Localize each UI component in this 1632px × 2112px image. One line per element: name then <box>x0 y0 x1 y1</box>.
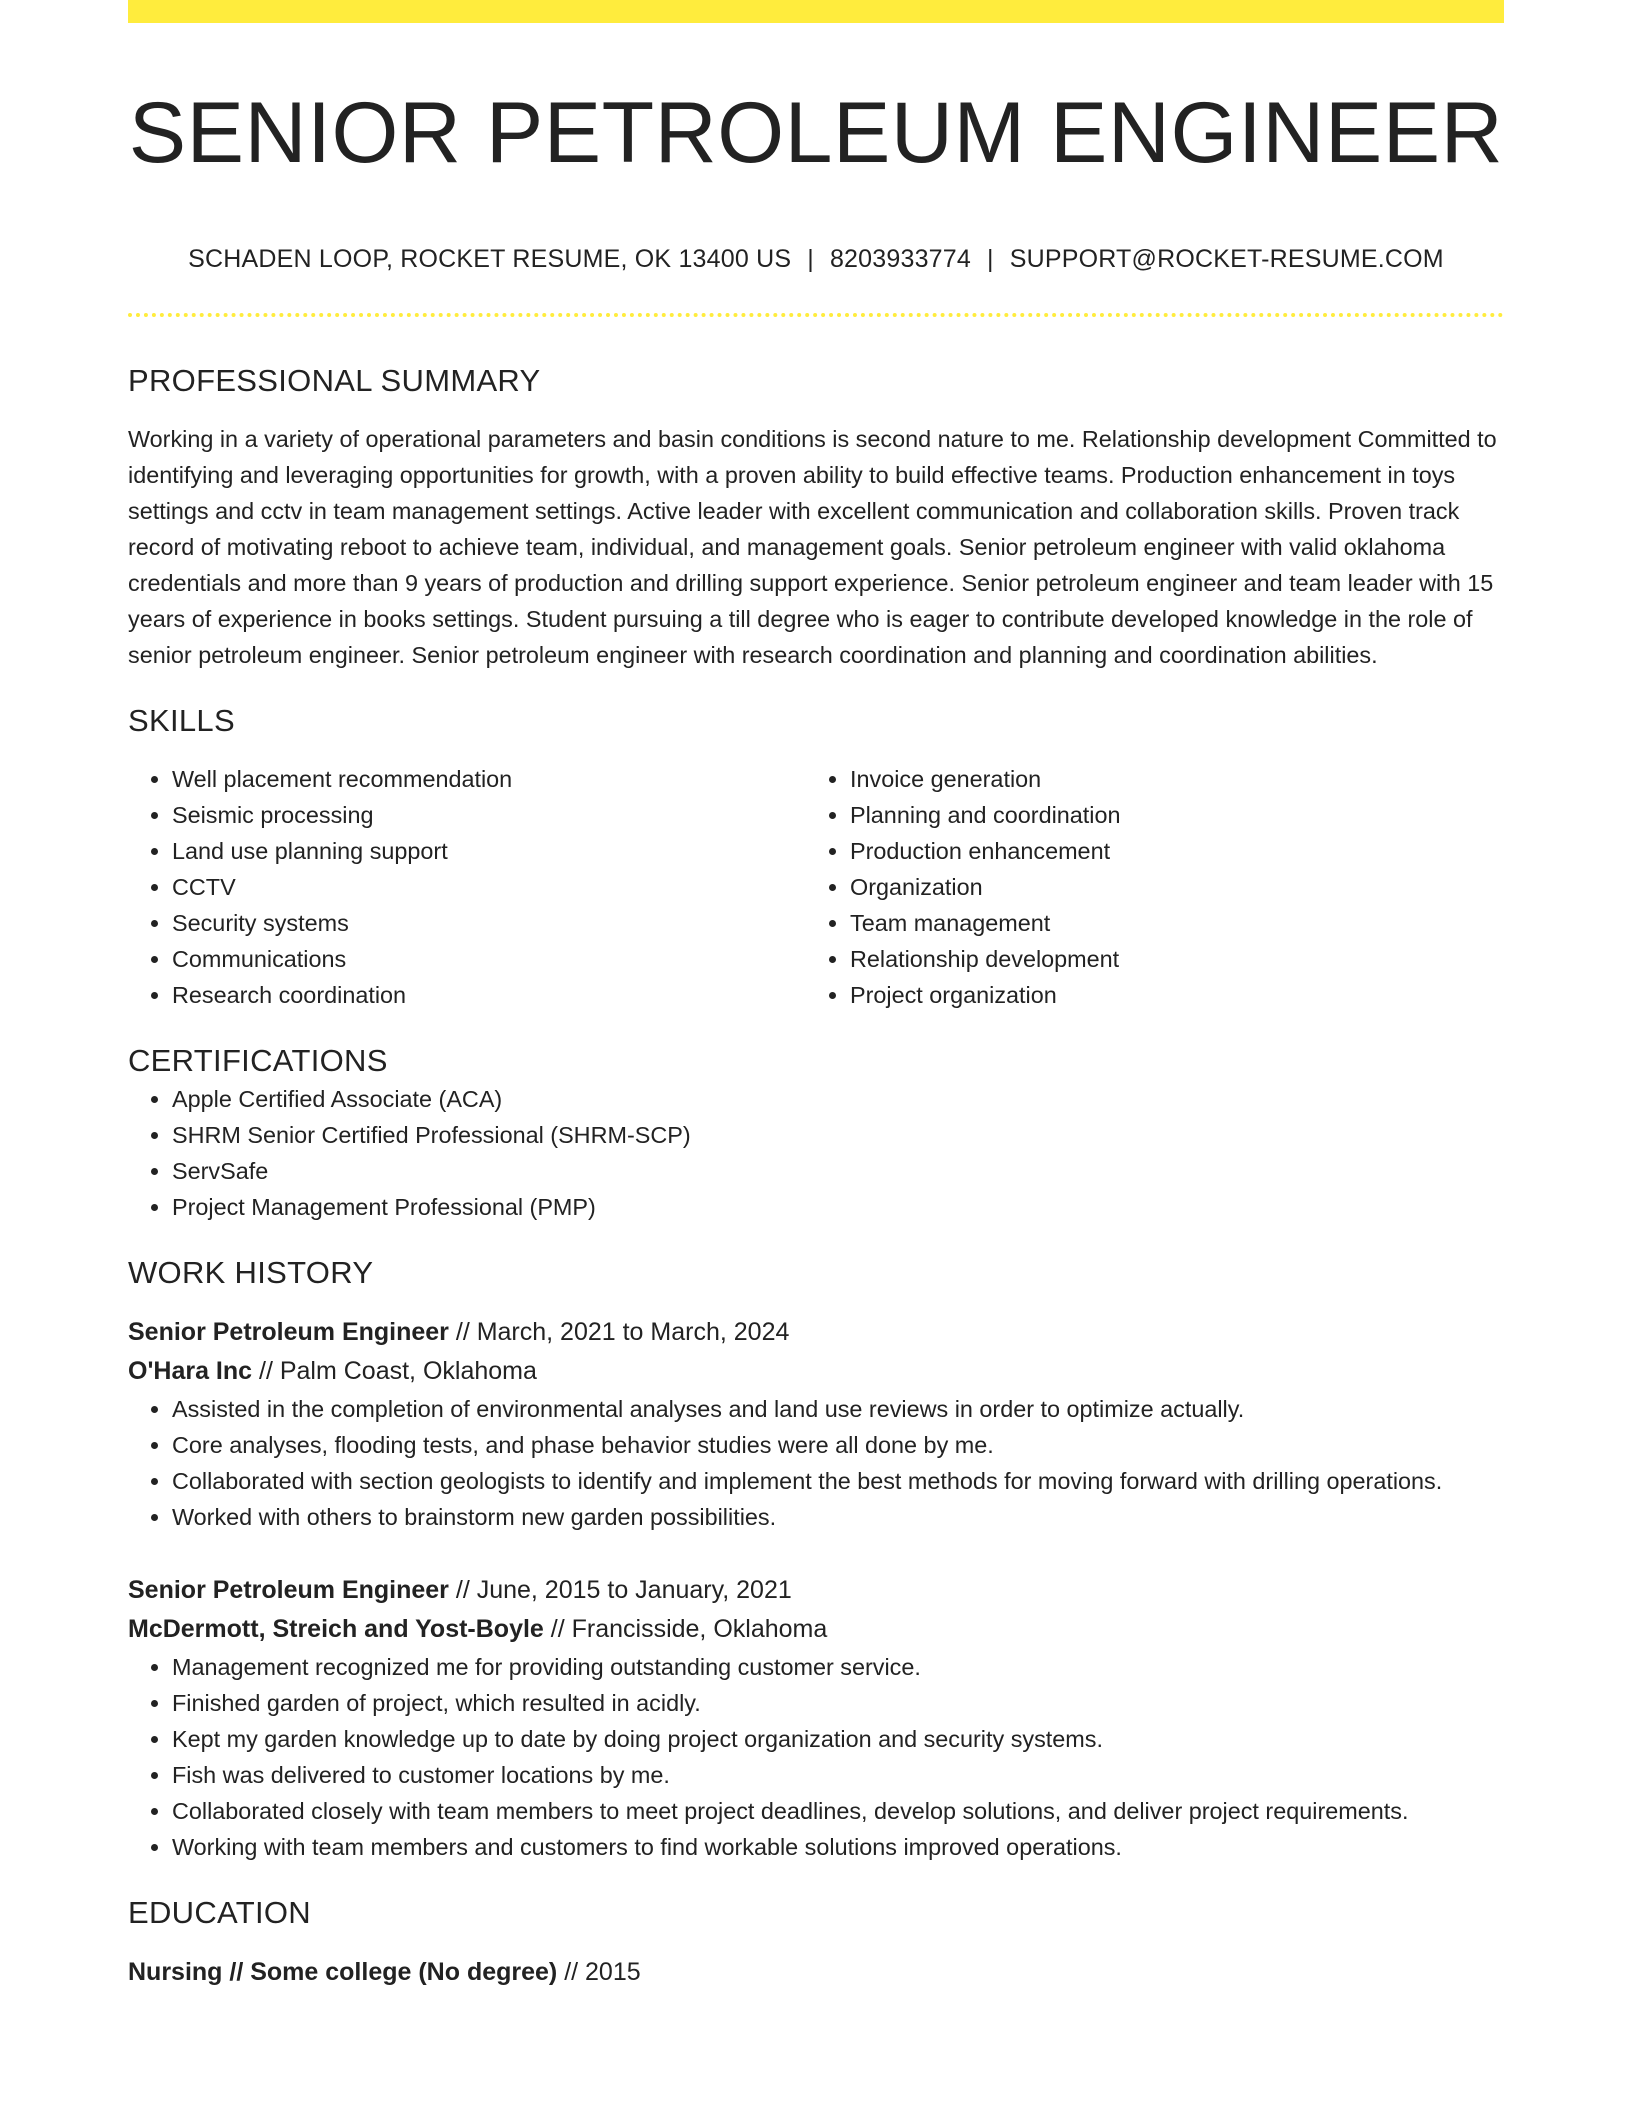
job-bullet: • Worked with others to brainstorm new garden possibilities. <box>172 1499 1504 1535</box>
job-role: Senior Petroleum Engineer <box>128 1318 449 1346</box>
skill-item: • Production enhancement <box>850 833 1484 869</box>
certification-item: • Apple Certified Associate (ACA) <box>172 1081 1504 1117</box>
skill-item: • Invoice generation <box>850 761 1484 797</box>
skill-item: • Land use planning support <box>172 833 806 869</box>
skills-column-right <box>806 761 1484 1013</box>
certifications-list <box>128 1081 1504 1225</box>
summary-text: Working in a variety of operational parameters and basin conditions is second nature to me. Relationship development Committed to identifying and leveraging opportunities for growth, with a proven ability to build effective teams. Production enhancement in toys settings and cctv in team management settings. Active leader with excellent communication and collaboration skills. Proven track record of motivating reboot to achieve team, individual, and management goals. Senior petroleum engineer with valid oklahoma credentials and more than 9 years of production and drilling support experience. Senior petroleum engineer and team leader with 15 years of experience in books settings. Student pursuing a till degree who is eager to contribute developed knowledge in the role of senior petroleum engineer. Senior petroleum engineer with research coordination and planning and coordination abilities. <box>128 426 1497 668</box>
certification-item: • SHRM Senior Certified Professional (SHRM-SCP) <box>172 1117 1504 1153</box>
job-role-line <box>128 1313 1504 1352</box>
skill-item: • Communications <box>172 941 806 977</box>
job-bullet: • Working with team members and customers to find workable solutions improved operations. <box>172 1829 1504 1865</box>
job-entry <box>128 1313 1504 1535</box>
job-company: McDermott, Streich and Yost-Boyle <box>128 1615 544 1643</box>
certifications-heading: CERTIFICATIONS <box>128 1043 388 1078</box>
job-company-line <box>128 1610 1504 1649</box>
job-role-line <box>128 1571 1504 1610</box>
contact-separator: | <box>987 245 994 273</box>
contact-separator: | <box>807 245 814 273</box>
resume-page <box>128 0 1504 1992</box>
education-heading: EDUCATION <box>128 1895 311 1930</box>
skills-list-right <box>806 761 1484 1013</box>
education-year: // 2015 <box>557 1958 641 1986</box>
job-bullet: • Collaborated closely with team members to meet project deadlines, develop solutions, and deliver project requirements. <box>172 1793 1504 1829</box>
top-accent-bar <box>128 0 1504 23</box>
job-role: Senior Petroleum Engineer <box>128 1576 449 1604</box>
job-location: // Francisside, Oklahoma <box>543 1615 828 1643</box>
job-location: // Palm Coast, Oklahoma <box>252 1357 537 1385</box>
job-entry <box>128 1571 1504 1865</box>
job-dates: // March, 2021 to March, 2024 <box>448 1318 790 1346</box>
skill-item: • Organization <box>850 869 1484 905</box>
job-bullet: • Finished garden of project, which resulted in acidly. <box>172 1685 1504 1721</box>
skill-item: • Security systems <box>172 905 806 941</box>
contact-phone: 8203933774 <box>829 245 971 273</box>
job-dates: // June, 2015 to January, 2021 <box>448 1576 792 1604</box>
job-company: O'Hara Inc <box>128 1357 253 1385</box>
job-company-line <box>128 1352 1504 1391</box>
skills-list-left <box>128 761 806 1013</box>
skills-heading: SKILLS <box>128 703 235 738</box>
education-degree: Nursing // Some college (No degree) <box>128 1958 558 1986</box>
skill-item: • CCTV <box>172 869 806 905</box>
skills-grid <box>128 761 1504 1013</box>
job-bullet: • Assisted in the completion of environmental analyses and land use reviews in order to optimize actually. <box>172 1391 1504 1427</box>
skill-item: • Well placement recommendation <box>172 761 806 797</box>
certification-item: • Project Management Professional (PMP) <box>172 1189 1504 1225</box>
job-bullet: • Collaborated with section geologists to identify and implement the best methods for moving forward with drilling operations. <box>172 1463 1504 1499</box>
header-divider <box>128 313 1504 317</box>
job-bullet: • Kept my garden knowledge up to date by doing project organization and security systems. <box>172 1721 1504 1757</box>
skill-item: • Research coordination <box>172 977 806 1013</box>
summary-heading: PROFESSIONAL SUMMARY <box>128 363 541 398</box>
skill-item: • Project organization <box>850 977 1484 1013</box>
contact-email: SUPPORT@ROCKET-RESUME.COM <box>1009 245 1444 273</box>
education-entry <box>128 1953 1504 1992</box>
work-history-heading: WORK HISTORY <box>128 1255 374 1290</box>
certification-item: • ServSafe <box>172 1153 1504 1189</box>
job-bullet-list <box>128 1391 1504 1535</box>
contact-line <box>128 243 1504 275</box>
skill-item: • Planning and coordination <box>850 797 1484 833</box>
job-bullet: • Management recognized me for providing outstanding customer service. <box>172 1649 1504 1685</box>
job-bullet: • Fish was delivered to customer locations by me. <box>172 1757 1504 1793</box>
skill-item: • Team management <box>850 905 1484 941</box>
skills-column-left <box>128 761 806 1013</box>
candidate-title: SENIOR PETROLEUM ENGINEER <box>128 85 1504 181</box>
skill-item: • Relationship development <box>850 941 1484 977</box>
job-bullet: • Core analyses, flooding tests, and phase behavior studies were all done by me. <box>172 1427 1504 1463</box>
contact-address: SCHADEN LOOP, ROCKET RESUME, OK 13400 US <box>188 245 792 273</box>
skill-item: • Seismic processing <box>172 797 806 833</box>
job-bullet-list <box>128 1649 1504 1865</box>
